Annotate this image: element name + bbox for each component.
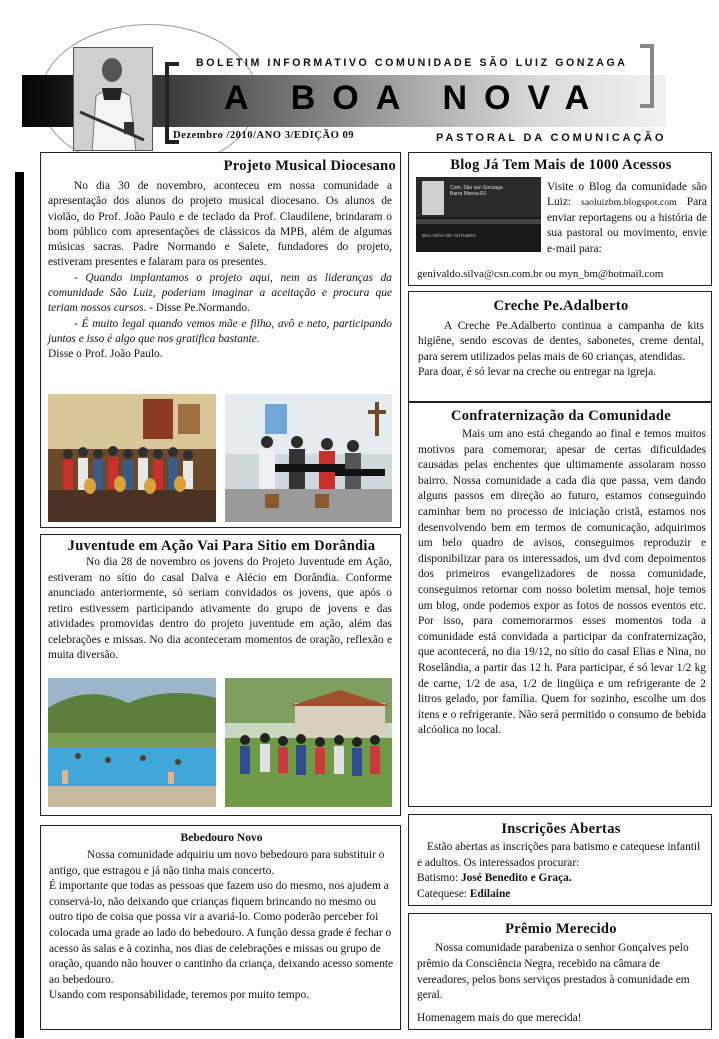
edition-date: Dezembro /2010/ANO 3/EDIÇÃO 09: [173, 130, 355, 141]
article-body: Nossa comunidade parabeniza o senhor Gonçalves pelo prêmio da Consciência Negra, recebido na câmara de vereadores, pelos bons serviços prestados à comunidade em geral. Homenagem mais do que merecida!: [417, 942, 690, 1025]
article-bebedouro: [40, 825, 401, 1030]
article-blog: [408, 152, 712, 286]
article-confraternizacao: [408, 402, 712, 807]
quote: - Quando implantamos o projeto aqui, nem as lideranças da comunidade São Luiz, poderiam imaginar a aceitação e procura que teriam nossos cursos. - Disse Pe.Normando.: [48, 271, 392, 315]
blog-text: Visite o Blog da comunidade são Luiz: saoluizbm.blogspot.com Para enviar reportagens ou a história de sua pastoral ou movimento, envie e-mail para:: [547, 181, 707, 255]
quote: - É muito legal quando vemos mãe e filho, avô e neto, participando juntos e isso é algo que nos gratifica bastante.: [48, 317, 392, 345]
article-juventude: [40, 534, 401, 816]
article-body: A Creche Pe.Adalberto continua a campanha de kits higiêne, sendo escovas de dentes, sabonetes, creme dental, para serem utilizados pelas mais de 60 crianças, atendidas. Para doar, é só levar na creche ou entregar na igreja.: [418, 320, 704, 379]
article-inscricoes: [408, 814, 712, 906]
article-title: Prêmio Merecido: [505, 921, 617, 937]
article-premio: [408, 913, 712, 1030]
header-bracket-right: [640, 44, 654, 108]
article-body: [48, 179, 392, 363]
article-title: Bebedouro Novo: [180, 832, 263, 844]
blog-screenshot-thumbnail: [416, 177, 541, 252]
photo-pool-farm: [48, 678, 216, 807]
photo-music-students: [48, 394, 216, 522]
article-title: Creche Pe.Adalberto: [493, 298, 629, 314]
article-title: Blog Já Tem Mais de 1000 Acessos: [450, 157, 672, 173]
article-title: Juventude em Ação Vai Para Sitio em Dorândia: [67, 538, 376, 554]
article-title: Projeto Musical Diocesano: [223, 158, 396, 174]
saint-portrait: [73, 47, 153, 151]
newsletter-subtitle: BOLETIM INFORMATIVO COMUNIDADE SÃO LUIZ GONZAGA: [196, 57, 628, 69]
thumb-heading: Com. São luiz Gonzaga Barra Mansa-RJ: [450, 185, 503, 197]
article-title: Inscrições Abertas: [501, 821, 621, 837]
article-title: Confraternização da Comunidade: [450, 408, 672, 424]
article-projeto-musical: [40, 152, 401, 528]
article-body: Estão abertas as inscrições para batismo e catequese infantil e adultos. Os interessados procurar: Batismo: José Benedito e Graça. Catequese: Edilaine: [417, 841, 701, 900]
article-creche: [408, 291, 712, 402]
photo-youth-group: [225, 678, 392, 807]
left-black-bar: [15, 172, 24, 1038]
blog-url-link[interactable]: saoluizbm.blogspot.com: [581, 197, 677, 209]
paragraph: No dia 30 de novembro, aconteceu em nossa comunidade a apresentação dos alunos do projeto musical diocesano. Os alunos de violão, do Prof. João Paulo e de teclado da Prof. Claudilene, brindaram o bom público com apresentações de clássicos da MPB, além de algumas músicas sacras. Padre Normando e Salete, fundadores do projeto, estiveram presentes e falaram para os presentes.: [48, 180, 392, 269]
quote-attribution: Disse o Prof. João Paulo.: [48, 348, 163, 361]
article-body: Nossa comunidade adquiriu um novo bebedouro para substituir o antigo, que estragou e já não tinha mais concerto. É importante que todas as pessoas que fazem uso do mesmo, nos ajudem a conservá-lo, não deixando que crianças fiquem brincando no mesmo ou outro tipo de coisa que possa vir a avariá-lo. Como poderão perceber foi colocada uma grade ao lado do bebedouro. A função dessa grade é fechar o acesso às salas e à cozinha, nos dias de celebrações e missas ou grupo de oração, quando não houver o cantinho da criança, deixando acesso somente ao bebedouro. Usando com responsabilidade, teremos por muito tempo.: [49, 849, 394, 1002]
pastoral-label: PASTORAL DA COMUNICAÇÃO: [436, 132, 667, 144]
thumb-post-title: BOA NOVA DE OUTUBRO: [422, 233, 476, 238]
newsletter-title: A BOA NOVA: [224, 79, 607, 117]
blog-emails[interactable]: genivaldo.silva@csn.com.br ou myn_bm@hotmail.com: [417, 268, 664, 280]
article-body: No dia 28 de novembro os jovens do Projeto Juventude em Ação, estiveram no sítio do casal Dalva e Alécio em Dorândia. Conforme anunciado anteriormente, só seriam convidados os jovens, que após o retiro estivessem participando ativamente do grupo de jovens e das atividades promovidas dentro do projeto juventude em ação, além das celebrações e missas. No dia aconteceram momentos de oração, reflexão e muita diversão.: [48, 556, 392, 661]
article-body: Mais um ano está chegando ao final e temos muitos motivos para comemorar, apesar de certas dificuldades causadas pelas enchentes que ultimamente assolaram nosso bairro. Nossa comunidade a cada dia que passa, vem dando alguns passos em direção ao futuro, estamos conseguindo caminhar bem no processo de iniciação cristã, estamos nos desenvolvendo bem em termos de comunicação, adquirimos um belo quadro de avisos, conseguimos reproduzir e disponibilizar para os interessados, um dvd com depoimentos dos primeiros evangelizadores de nossa comunidade, conseguimos retornar com nosso boletim mensal, hoje temos um blog, onde podemos expor as fotos de nossos eventos etc. Por isso, para comemorarmos esses momentos toda a comunidade está convidada a participar da confraternização, que acontecerá, no dia 19/12, no sítio do casal Elias e Nina, no Roselândia, a partir das 12 h. Para participar, é só levar 1/2 kg de carne, 1/2 de asa, 1/2 de lingüiça e um refrigerante de 2 litros gelado, por família. Quem for sozinho, escolhe um dos itens e o refrigerante. Não será permitido o consumo de bebida alcóolica no local.: [418, 428, 706, 737]
photo-keyboard-class: [225, 394, 392, 522]
